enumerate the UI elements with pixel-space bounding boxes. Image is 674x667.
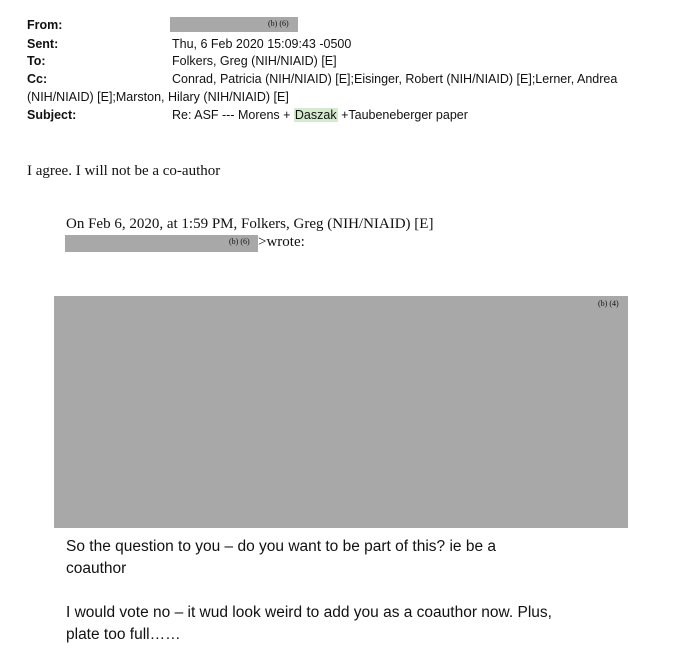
subject-value: [172, 107, 468, 123]
quoted-para1-line1: So the question to you – do you want to be part of this? ie be a: [66, 538, 496, 555]
attribution-wrote: >wrote:: [258, 234, 305, 250]
content-redaction-code: (b) (4): [598, 299, 619, 308]
attribution-redaction-code: (b) (6): [229, 237, 250, 246]
to-label: To:: [27, 54, 46, 68]
subject-prefix: Re: ASF --- Morens +: [172, 108, 294, 122]
cc-value-line2: (NIH/NIAID) [E];Marston, Hilary (NIH/NIAID) [E]: [27, 90, 289, 104]
sent-label: Sent:: [27, 37, 59, 51]
reply-text: I agree. I will not be a co-author: [27, 163, 221, 179]
cc-value-line1: Conrad, Patricia (NIH/NIAID) [E];Eisinger, Robert (NIH/NIAID) [E];Lerner, Andrea: [172, 72, 618, 86]
to-value: Folkers, Greg (NIH/NIAID) [E]: [172, 54, 337, 68]
from-label: From:: [27, 18, 63, 32]
sent-value: Thu, 6 Feb 2020 15:09:43 -0500: [172, 37, 352, 51]
quoted-para2-line2: plate too full……: [66, 626, 181, 643]
subject-highlight: Daszak: [294, 108, 337, 122]
quoted-para1-line2: coauthor: [66, 560, 127, 577]
cc-label: Cc:: [27, 72, 48, 86]
subject-label: Subject:: [27, 108, 77, 122]
quoted-attribution-line1: On Feb 6, 2020, at 1:59 PM, Folkers, Greg (NIH/NIAID) [E]: [66, 216, 434, 232]
quoted-para2-line1: I would vote no – it wud look weird to add you as a coauthor now. Plus,: [66, 604, 552, 621]
from-redaction-code: (b) (6): [268, 19, 289, 28]
subject-suffix: +Taubeneberger paper: [337, 108, 468, 122]
content-redaction-box: [54, 296, 628, 528]
